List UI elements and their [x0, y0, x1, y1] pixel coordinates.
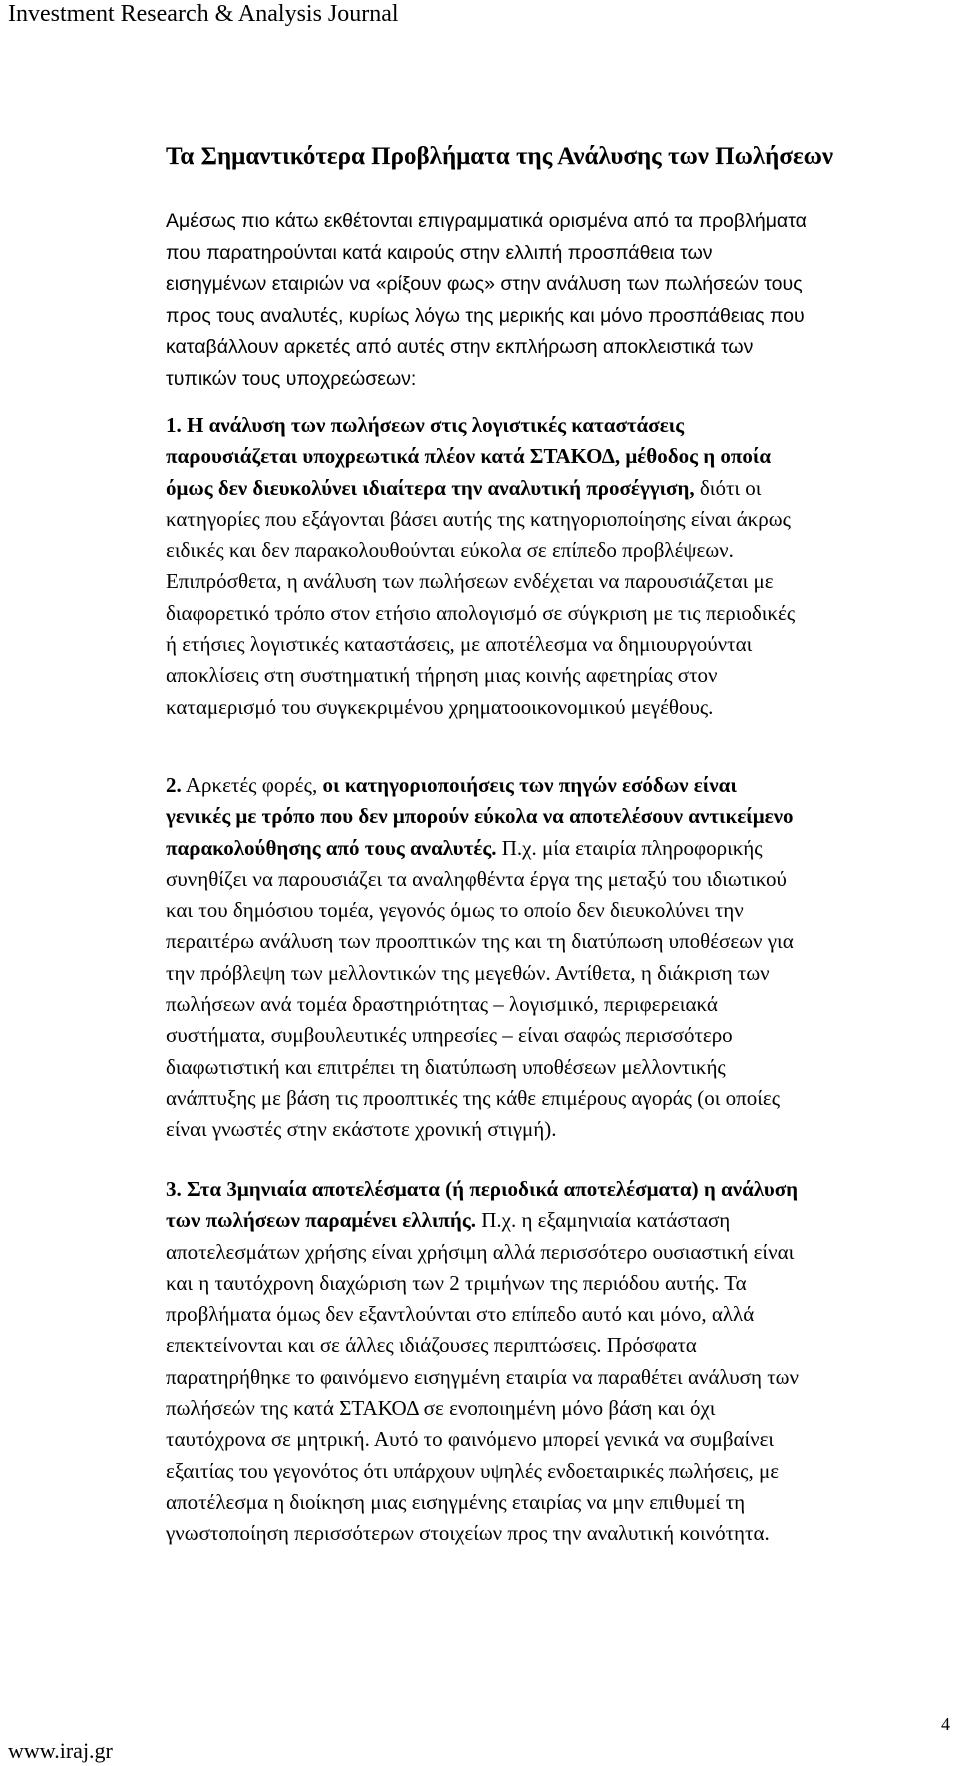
- point-3-line: πωλήσεών της κατά ΣΤΑΚΟΔ σε ενοποιημένη μόνο βάση και όχι: [166, 1396, 716, 1421]
- point-1-mixed-line: [166, 473, 932, 504]
- point-2-number: 2.: [166, 773, 182, 797]
- point-3-line: προβλήματα όμως δεν εξαντλούνται στο επίπεδο αυτό και μόνο, αλλά: [166, 1302, 755, 1327]
- intro-line: που παρατηρούνται κατά καιρούς στην ελλιπή προσπάθεια των: [166, 241, 713, 264]
- point-2-line: συνηθίζει να παρουσιάζει τα αναληφθέντα έργα της μεταξύ του ιδιωτικού: [166, 866, 787, 891]
- point-2-bold-line: γενικές με τρόπο που δεν μπορούν εύκολα να αποτελέσουν αντικείμενο: [166, 804, 794, 829]
- point-1-bold-segment: όμως δεν διευκολύνει ιδιαίτερα την αναλυτική προσέγγιση,: [166, 475, 695, 500]
- point-3-line: γνωστοποίηση περισσότερων στοιχείων προς την αναλυτική κοινότητα.: [166, 1521, 770, 1546]
- point-1-line: διαφορετικό τρόπο στον ετήσιο απολογισμό σε σύγκριση με τις περιοδικές: [166, 600, 796, 625]
- footer-website: www.iraj.gr: [8, 1738, 113, 1763]
- page-number: 4: [941, 1714, 950, 1734]
- point-3-bold-segment: των πωλήσεων παραμένει ελλιπής.: [166, 1208, 476, 1233]
- point-2-bold-segment: οι κατηγοριοποιήσεις των πηγών εσόδων είναι: [322, 773, 737, 797]
- point-1-line: καταμερισμό του συγκεκριμένου χρηματοοικονομικού μεγέθους.: [166, 694, 714, 719]
- point-3-line: αποτέλεσμα η διοίκηση μιας εισηγμένης εταιρίας να μην επιθυμεί τη: [166, 1489, 746, 1514]
- point-2-mixed-line: [166, 770, 932, 801]
- point-3-line: ταυτόχρονα σε μητρική. Αυτό το φαινόμενο μπορεί γενικά να συμβαίνει: [166, 1427, 775, 1452]
- point-1-paragraph: [166, 410, 932, 723]
- point-2-line: ανάπτυξης με βάση τις προοπτικές της κάθε επιμέρους αγοράς (οι οποίες: [166, 1085, 781, 1110]
- point-3-line: εξαιτίας του γεγονότος ότι υπάρχουν υψηλές ενδοεταιρικές πωλήσεις, με: [166, 1458, 780, 1483]
- point-2-line: και του δημόσιου τομέα, γεγονός όμως το οποίο δεν διευκολύνει την: [166, 898, 744, 923]
- intro-line: προς τους αναλυτές, κυρίως λόγω της μερικής και μόνο προσπάθειας που: [166, 304, 805, 327]
- point-1-line: κατηγορίες που εξάγονται βάσει αυτής της κατηγοριοποίησης είναι άκρως: [166, 506, 791, 531]
- point-2-normal-segment: Αρκετές φορές,: [181, 773, 323, 797]
- point-2-line: την πρόβλεψη των μελλοντικών της μεγεθών. Αντίθετα, η διάκριση των: [166, 960, 770, 985]
- point-1-line: αποκλίσεις στη συστηματική τήρηση μιας κοινής αφετηρίας στον: [166, 663, 718, 688]
- point-3-line: και η ταυτόχρονη διαχώριση των 2 τριμήνων της περιόδου αυτής. Τα: [166, 1270, 747, 1295]
- point-2-line: είναι γνωστές στην εκάστοτε χρονική στιγμή).: [166, 1117, 557, 1142]
- journal-header: Investment Research & Analysis Journal: [8, 1, 399, 27]
- intro-line: καταβάλλουν αρκετές από αυτές στην εκπλήρωση αποκλειστικά των: [166, 336, 754, 358]
- intro-paragraph: [166, 206, 932, 395]
- point-1-line: ή ετήσιες λογιστικές καταστάσεις, με αποτέλεσμα να δημιουργούνται: [166, 632, 753, 657]
- point-1-bold-line: παρουσιάζεται υποχρεωτικά πλέον κατά ΣΤΑΚΟΔ, μέθοδος η οποία: [166, 444, 772, 469]
- point-1-bold-line: 1. Η ανάλυση των πωλήσεων στις λογιστικές καταστάσεις: [166, 413, 685, 437]
- point-2-line: διαφωτιστική και επιτρέπει τη διατύπωση υποθέσεων μελλοντικής: [166, 1054, 726, 1079]
- point-3-mixed-line: [166, 1205, 932, 1236]
- point-3-paragraph: [166, 1174, 932, 1550]
- point-3-line: αποτελεσμάτων χρήσης είναι χρήσιμη αλλά περισσότερο ουσιαστική είναι: [166, 1239, 795, 1264]
- point-2-mixed-line: [166, 833, 932, 864]
- point-2-line: περαιτέρω ανάλυση των προοπτικών της και τη διατύπωση υποθέσεων για: [166, 929, 794, 954]
- point-2-line: πωλήσεων ανά τομέα δραστηριότητας – λογισμικό, περιφερειακά: [166, 992, 718, 1017]
- article-title: Τα Σημαντικότερα Προβλήματα της Ανάλυσης των Πωλήσεων: [166, 143, 834, 170]
- point-2-line: συστήματα, συμβουλευτικές υπηρεσίες – είναι σαφώς περισσότερο: [166, 1023, 733, 1048]
- point-1-line: ειδικές και δεν παρακολουθούνται εύκολα σε επίπεδο προβλέψεων.: [166, 538, 734, 563]
- point-2-bold-segment: παρακολούθησης από τους αναλυτές.: [166, 835, 497, 860]
- point-1-line: Επιπρόσθετα, η ανάλυση των πωλήσεων ενδέχεται να παρουσιάζεται με: [166, 569, 774, 594]
- point-2-normal-segment: Π.χ. μία εταιρία πληροφορικής: [496, 835, 763, 860]
- point-3-normal-segment: Π.χ. η εξαμηνιαία κατάσταση: [475, 1208, 731, 1233]
- point-3-line: παρατηρήθηκε το φαινόμενο εισηγμένη εταιρία να παραθέτει ανάλυση των: [166, 1364, 799, 1389]
- intro-line: Αμέσως πιο κάτω εκθέτονται επιγραμματικά ορισμένα από τα προβλήματα: [166, 210, 807, 232]
- point-2-paragraph: [166, 770, 932, 1146]
- point-1-normal-segment: διότι οι: [694, 475, 762, 500]
- intro-line: εισηγμένων εταιριών να «ρίξουν φως» στην ανάλυση των πωλήσεών τους: [166, 273, 803, 295]
- point-3-bold-line: 3. Στα 3μηνιαία αποτελέσματα (ή περιοδικά αποτελέσματα) η ανάλυση: [166, 1177, 799, 1201]
- point-3-line: επεκτείνονται και σε άλλες ιδιάζουσες περιπτώσεις. Πρόσφατα: [166, 1333, 697, 1358]
- intro-line: τυπικών τους υποχρεώσεων:: [166, 367, 417, 390]
